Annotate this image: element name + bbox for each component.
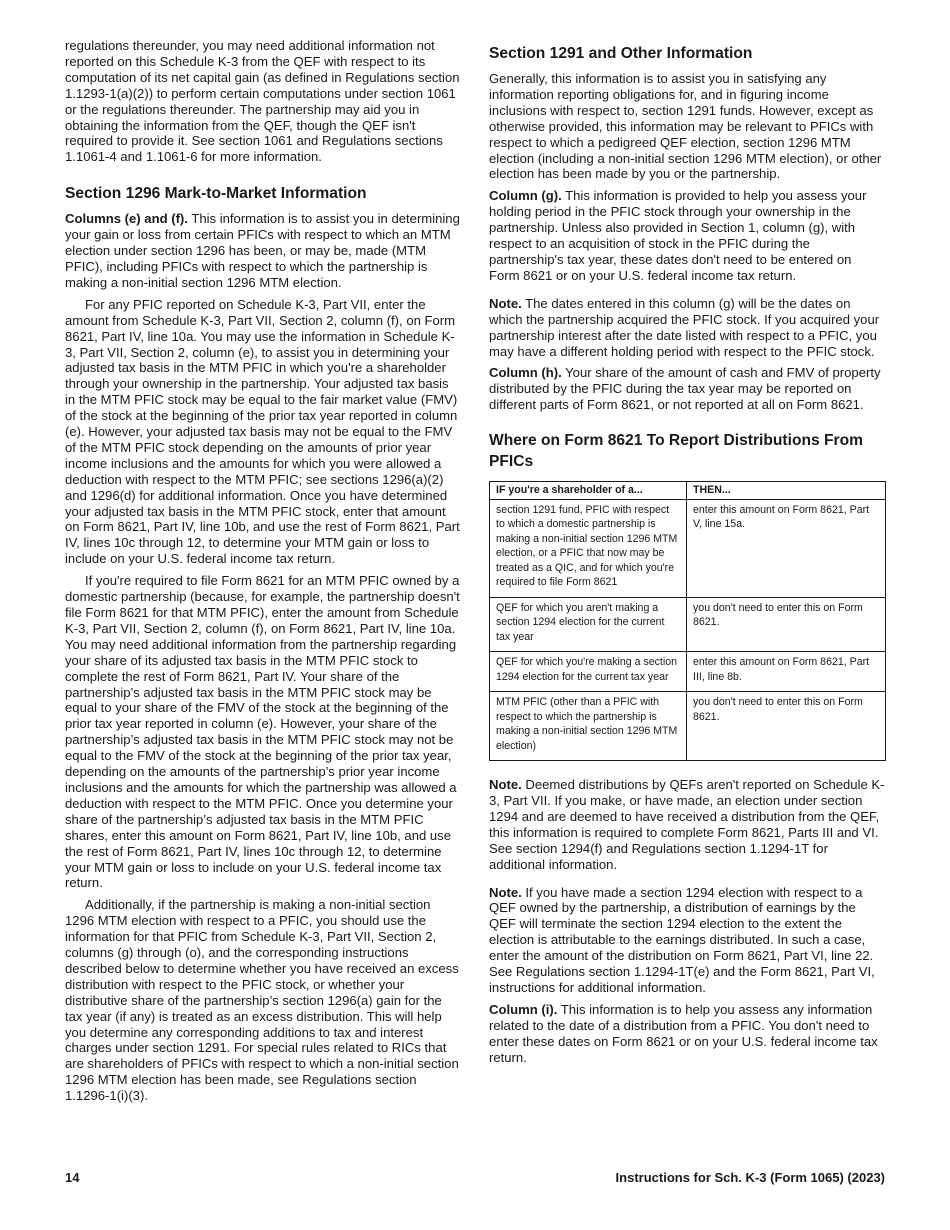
note-1294-body: If you have made a section 1294 election with respect to a QEF owned by the partnership, a distribution of earnings by the QEF will terminate the section 1294 election to the extent the election is attributable to the earnings distributed. In such a case, enter the amount of the distribution on Form 8621, Part VI, line 22. See Regulations section 1.1294-1T(e) and the Form 8621, Part VI, instructions for additional information.	[489, 884, 875, 995]
columns-e-f-body: This information is to assist you in determining your gain or loss from certain PFICs with respect to which an MTM election under section 1296 has been, or may be, made (MTM PFIC), including PFICs with respect to which the partnership is making a non-initial section 1296 MTM election.	[65, 211, 460, 290]
page-number: 14	[65, 1170, 80, 1185]
right-column	[489, 38, 885, 1072]
column-g-body: This information is provided to help you assess your holding period in the PFIC stock through your ownership in the partnership. Unless also provided in Section 1, column (g), with respect to an acquisition of stock in the PFIC during the partnership's tax year, these dates don't need to be entered on Form 8621 or on your U.S. federal income tax return.	[489, 188, 867, 283]
table-cell: you don't need to enter this on Form 8621.	[687, 597, 886, 652]
note-deemed-lead: Note.	[489, 777, 522, 793]
table-cell: QEF for which you're making a section 1294 election for the current tax year	[490, 652, 687, 692]
table-cell: enter this amount on Form 8621, Part III, line 8b.	[687, 652, 886, 692]
section-1296-heading: Section 1296 Mark-to-Market Information	[65, 185, 367, 203]
column-g-paragraph	[489, 188, 885, 283]
form-8621-mtm-paragraph: If you're required to file Form 8621 for an MTM PFIC owned by a domestic partnership (because, for example, the partnership doesn't file Form 8621 for that MTM PFIC), enter the amount from Schedule K-3, Part VII, Section 2, column (f), on Form 8621, Part IV, line 10a. You may need additional information from the partnership regarding your share of its adjusted tax basis in the MTM PFIC stock to complete the rest of Form 8621, Part IV. Your share of the partnership’s adjusted tax basis in the MTM PFIC stock may be equal to your share of the FMV of the stock at the beginning of the prior tax year reported in column (e). However, your share of the partnership’s adjusted tax basis in the MTM PFIC stock may not be equal to the FMV of the stock at the beginning of the prior tax year, depending on the amounts of the partnership’s prior year income inclusions and the amounts for which the partnership was allowed a deduction with respect to the MTM PFIC. Once you determine your share of the partnership’s adjusted tax basis in the MTM PFIC shares, enter this amount on Form 8621, Part IV, line 10b, and use the rest of Form 8621, Part IV, lines 10c through 12, to determine your MTM gain or loss to include on your U.S. federal income tax return.	[65, 573, 460, 891]
table-cell: enter this amount on Form 8621, Part V, line 15a.	[687, 499, 886, 597]
document-title: Instructions for Sch. K-3 (Form 1065) (2023)	[615, 1170, 885, 1185]
table-cell: you don't need to enter this on Form 8621.	[687, 692, 886, 761]
note-1294-paragraph	[489, 885, 885, 996]
pfic-part-vii-paragraph: For any PFIC reported on Schedule K-3, Part VII, enter the amount from Schedule K-3, Part VII, Section 2, column (f), on Form 8621, Part IV, line 10a. You may use the information in Schedule K-3, Part VII, Section 2, column (e), to assist you in determining your adjusted tax basis in the MTM PFIC in which you're a shareholder through your ownership in the partnership. Your adjusted tax basis in the MTM PFIC stock may be equal to the fair market value (FMV) of the stock at the beginning of the prior tax year reported in column (e). However, your adjusted tax basis may not be equal to the FMV of the MTM PFIC stock depending on the amounts of prior year income inclusions and the amounts for which you were allowed a deduction with respect to the MTM PFIC; see sections 1296(a)(2) and 1296(d) for additional information. Once you have determined your adjusted tax basis in the MTM PFIC stock, enter that amount on Form 8621, Part IV, line 10b, and use the rest of Form 8621, Part IV, lines 10c through 12, to determine your MTM gain or loss to include on your U.S. federal income tax return.	[65, 296, 460, 567]
column-h-paragraph	[489, 365, 885, 413]
note-dates-body: The dates entered in this column (g) will be the dates on which the partnership acquired the PFIC stock. If you acquired your partnership interest after the date listed with respect to a PFIC, you may have a different holding period with respect to the PFIC stock.	[489, 295, 880, 359]
distributions-heading: Where on Form 8621 To Report Distributions From PFICs	[489, 432, 863, 471]
note-dates-lead: Note.	[489, 295, 522, 311]
table-header-cell: THEN...	[687, 482, 886, 500]
table-header-row	[490, 482, 886, 500]
table-header-cell: IF you're a shareholder of a...	[490, 482, 687, 500]
table-cell: QEF for which you aren't making a section 1294 election for the current tax year	[490, 597, 687, 652]
column-i-body: This information is to help you assess any information related to the date of a distribution from a PFIC. You don't need to enter these dates on Form 8621 or on your U.S. federal income tax return.	[489, 1001, 878, 1065]
section-1291-heading: Section 1291 and Other Information	[489, 45, 753, 62]
table-row	[490, 499, 886, 597]
left-column	[65, 38, 461, 1110]
column-h-lead: Column (h).	[489, 365, 562, 381]
columns-e-f-paragraph	[65, 211, 461, 291]
column-h-body: Your share of the amount of cash and FMV of property distributed by the PFIC during the tax year may be reported on different parts of Form 8621, or not reported at all on Form 8621.	[489, 365, 881, 413]
column-i-lead: Column (i).	[489, 1001, 558, 1017]
table-cell: section 1291 fund, PFIC with respect to which a domestic partnership is making a non-initial section 1296 MTM election, or a PFIC that now may be treated as a QIC, and for which you're required to file Form 8621	[490, 499, 687, 597]
distributions-table	[489, 481, 886, 761]
table-row	[490, 597, 886, 652]
non-initial-election-paragraph: Additionally, if the partnership is making a non-initial section 1296 MTM election with respect to a PFIC, you should use the information for that PFIC from Schedule K-3, Part VII, Section 2, columns (g) through (o), and the corresponding instructions described below to determine whether you have received an excess distribution with respect to the PFIC stock, or whether your distributive share of the partnership’s section 1296(a) gain for the tax year (if any) is treated as an excess distribution. This will help you determine any corresponding additions to tax and interest charges under section 1291. For special rules related to RICs that are shareholders of PFICs with respect to which a non-initial section 1296 MTM election has been made, see Regulations section 1.1296-1(i)(3).	[65, 897, 459, 1104]
table-row	[490, 692, 886, 761]
table-row	[490, 652, 886, 692]
note-deemed-paragraph	[489, 777, 885, 872]
table-cell: MTM PFIC (other than a PFIC with respect to which the partnership is making a non-initial section 1296 MTM election)	[490, 692, 687, 761]
column-g-lead: Column (g).	[489, 188, 562, 204]
section-1291-paragraph: Generally, this information is to assist you in satisfying any information reporting obligations for, and in figuring income inclusions with respect to, section 1291 funds. However, except as otherwise provided, this information may be relevant to PFICs with respect to which a pedigreed QEF election, section 1296 MTM election (including a non-initial section 1296 MTM election), or other election has been made by you or the partnership.	[489, 71, 882, 182]
column-i-paragraph	[489, 1002, 885, 1066]
note-dates-paragraph	[489, 296, 885, 360]
note-1294-lead: Note.	[489, 884, 522, 900]
intro-paragraph: regulations thereunder, you may need additional information not reported on this Schedule K-3 from the QEF with respect to its computation of its net capital gain (as defined in Regulations section 1.1293-1(a)(2)) to perform certain computations under section 1061 or the regulations thereunder. The partnership may aid you in obtaining the information from the QEF, though the QEF isn't required to provide it. See section 1061 and Regulations sections 1.1061-4 and 1.1061-6 for more information.	[65, 38, 460, 165]
note-deemed-body: Deemed distributions by QEFs aren't reported on Schedule K-3, Part VII. If you make, or have made, an election under section 1294 and are deemed to have received a distribution from the QEF, this information is required to complete Form 8621, Parts III and VI. See section 1294(f) and Regulations section 1.1294-1T for additional information.	[489, 777, 885, 872]
columns-e-f-lead: Columns (e) and (f).	[65, 211, 188, 227]
